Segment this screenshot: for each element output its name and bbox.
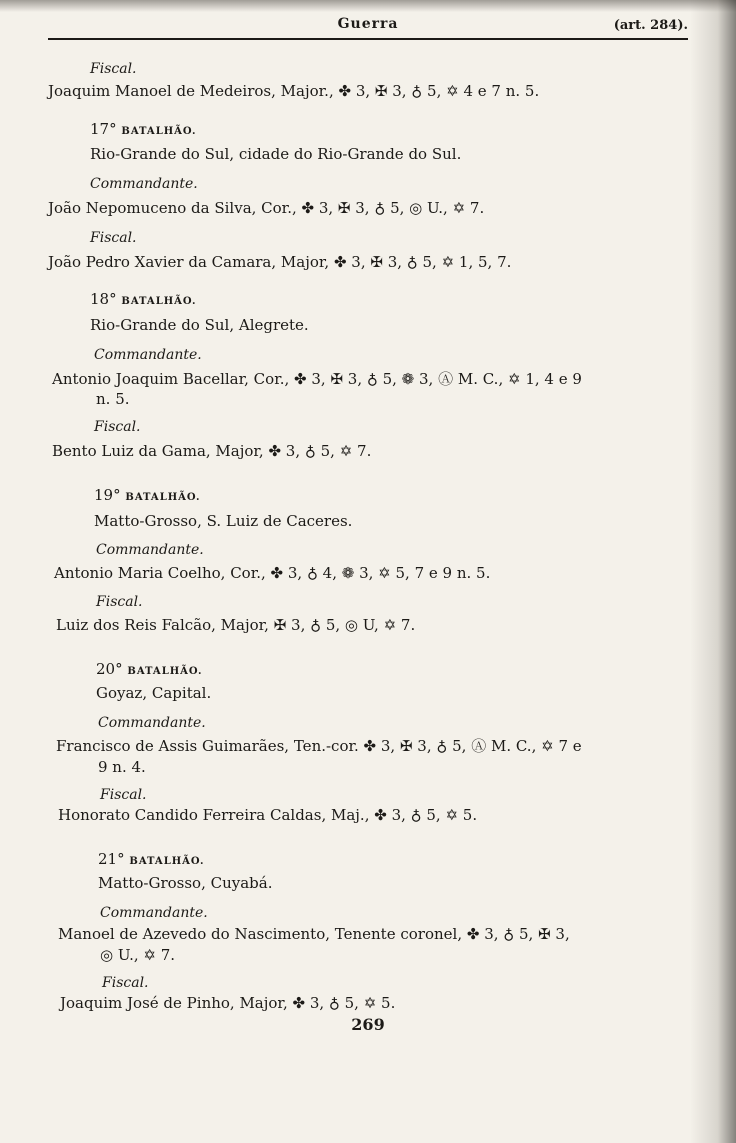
role-label: Commandante. [96,542,204,558]
battalion-word: BATALHÃO. [129,856,205,867]
officer-entry-continuation: ◎ U., ✡ 7. [100,946,176,964]
officer-entry: Antonio Maria Coelho, Cor., ✤ 3, ♁ 4, ❁ 3, ✡ 5, 7 e 9 n. 5. [54,564,491,582]
battalion-location: Rio-Grande do Sul, Alegrete. [90,316,309,334]
role-label: Fiscal. [102,975,149,991]
role-label: Fiscal. [96,594,143,610]
battalion-location: Matto-Grosso, S. Luiz de Caceres. [94,512,353,530]
officer-entry: Francisco de Assis Guimarães, Ten.-cor. ✤ 3, ✠ 3, ♁ 5, Ⓐ M. C., ✡ 7 e [56,737,582,755]
battalion-word: BATALHÃO. [121,296,197,307]
battalion-number: 20° [96,660,123,678]
role-label: Commandante. [94,347,202,363]
scan-edge-shadow [690,0,736,1143]
role-label: Commandante. [98,715,206,731]
battalion-number: 21° [98,850,125,868]
battalion-heading [98,850,205,871]
running-title: Guerra [337,16,399,32]
battalion-number: 17° [90,120,117,138]
officer-entry: João Nepomuceno da Silva, Cor., ✤ 3, ✠ 3, ♁ 5, ◎ U., ✡ 7. [48,199,485,217]
scan-top-shadow [0,0,736,12]
officer-entry: Bento Luiz da Gama, Major, ✤ 3, ♁ 5, ✡ 7. [52,442,372,460]
officer-entry: Joaquim José de Pinho, Major, ✤ 3, ♁ 5, ✡ 5. [60,994,396,1012]
battalion-heading [94,486,201,507]
battalion-word: BATALHÃO. [127,666,203,677]
article-reference: (art. 284). [613,18,688,33]
officer-entry-continuation: 9 n. 4. [98,758,146,776]
page-number: 269 [351,1015,385,1034]
officer-entry: Manoel de Azevedo do Nascimento, Tenente coronel, ✤ 3, ♁ 5, ✠ 3, [58,925,570,943]
battalion-heading [96,660,203,681]
battalion-word: BATALHÃO. [125,492,201,503]
role-label: Fiscal. [94,419,141,435]
role-label: Fiscal. [90,230,137,246]
page-header [48,14,688,38]
battalion-location: Matto-Grosso, Cuyabá. [98,874,273,892]
officer-entry: Honorato Candido Ferreira Caldas, Maj., ✤ 3, ♁ 5, ✡ 5. [58,806,478,824]
battalion-number: 19° [94,486,121,504]
battalion-location: Goyaz, Capital. [96,684,212,702]
battalion-location: Rio-Grande do Sul, cidade do Rio-Grande do Sul. [90,145,462,163]
header-rule [48,38,688,40]
role-label: Commandante. [90,176,198,192]
officer-entry: Joaquim Manoel de Medeiros, Major., ✤ 3, ✠ 3, ♁ 5, ✡ 4 e 7 n. 5. [48,82,540,100]
officer-entry: João Pedro Xavier da Camara, Major, ✤ 3, ✠ 3, ♁ 5, ✡ 1, 5, 7. [48,253,512,271]
role-label: Fiscal. [90,61,137,77]
battalion-heading [90,290,197,311]
officer-entry-continuation: n. 5. [96,390,130,408]
officer-entry: Luiz dos Reis Falcão, Major, ✠ 3, ♁ 5, ◎ U, ✡ 7. [56,616,416,634]
battalion-word: BATALHÃO. [121,126,197,137]
role-label: Commandante. [100,905,208,921]
officer-entry: Antonio Joaquim Bacellar, Cor., ✤ 3, ✠ 3, ♁ 5, ❁ 3, Ⓐ M. C., ✡ 1, 4 e 9 [52,370,582,388]
battalion-number: 18° [90,290,117,308]
role-label: Fiscal. [100,787,147,803]
battalion-heading [90,120,197,141]
